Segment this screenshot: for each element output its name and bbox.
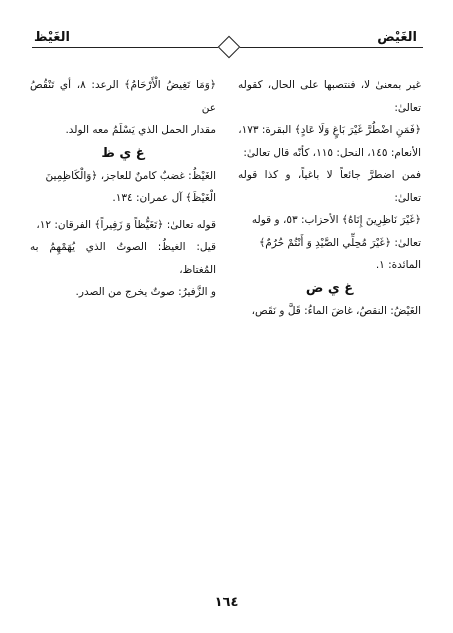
running-header-right: الغَيْض: [377, 30, 417, 45]
right-column: [238, 74, 421, 322]
entry-heading-root: غ ي ظ: [101, 145, 145, 161]
text-line: قيل: الغيظُ: الصوتُ الذي يُهَمْهِمُ به المُغتاظ،: [30, 241, 216, 276]
text-line: تعالىٰ: ﴿غَيْرَ مُحِلِّي الصَّيْدِ وَ أَنْتُمْ حُرُمٌ﴾: [259, 236, 421, 249]
text-line: ﴿فَمَنِ اضْطُرَّ غَيْرَ بَاغٍ وَلَا عَادٍ﴾ البقرة: ١٧٣،: [238, 124, 421, 136]
header-rule-right: [240, 47, 423, 48]
header-rule-left: [32, 47, 218, 48]
text-line: مقدار الحمل الذي يَسْلَمُ معه الولد.: [65, 124, 216, 136]
text-line: و الزَّفيرُ: صوتٌ يخرج من الصدر.: [75, 286, 216, 298]
text-line: فمن اضطرَّ جائعاً لا باغياً، و كذا قوله تعالىٰ:: [238, 169, 421, 204]
left-column: [30, 74, 216, 304]
text-line: ﴿غَيْرَ نَاظِرِينَ إِنَاهُ﴾ الأحزاب: ٥٣، و قوله: [251, 214, 421, 226]
text-line: ﴿وَمَا تَغِيضُ الْأَرْحَامُ﴾ الرعد: ٨، أي تَنْقُصُ عن: [30, 79, 216, 114]
text-line: الغَيْضُ: النقصُ، غاضَ الماءُ: قَلَّ و نَقَص،: [251, 304, 421, 317]
text-line: قوله تعالىٰ: ﴿تَغَيُّظاً وَ زَفِيراً﴾ الفرقان: ١٢،: [36, 218, 216, 231]
text-line: الأنعام: ١٤٥، النحل: ١١٥، كأنّه قال تعالىٰ:: [243, 146, 421, 159]
text-line: غير بمعنىٰ لا، فنتصبها على الحال، كقوله تعالىٰ:: [238, 79, 421, 114]
text-line: المائدة: ١.: [375, 259, 421, 271]
running-header-left: الغَيْظ: [34, 30, 70, 45]
page-number: ١٦٤: [214, 595, 239, 610]
entry-heading-root: غ ي ض: [305, 280, 354, 296]
header-diamond-ornament: [218, 36, 241, 59]
text-line: الْغَيْظَ﴾ آل عمران: ١٣٤.: [112, 192, 216, 204]
text-line: الغَيْظُ: غضبٌ كامنٌ للعاجز، ﴿وَالْكَاظِمِينَ: [45, 169, 216, 182]
